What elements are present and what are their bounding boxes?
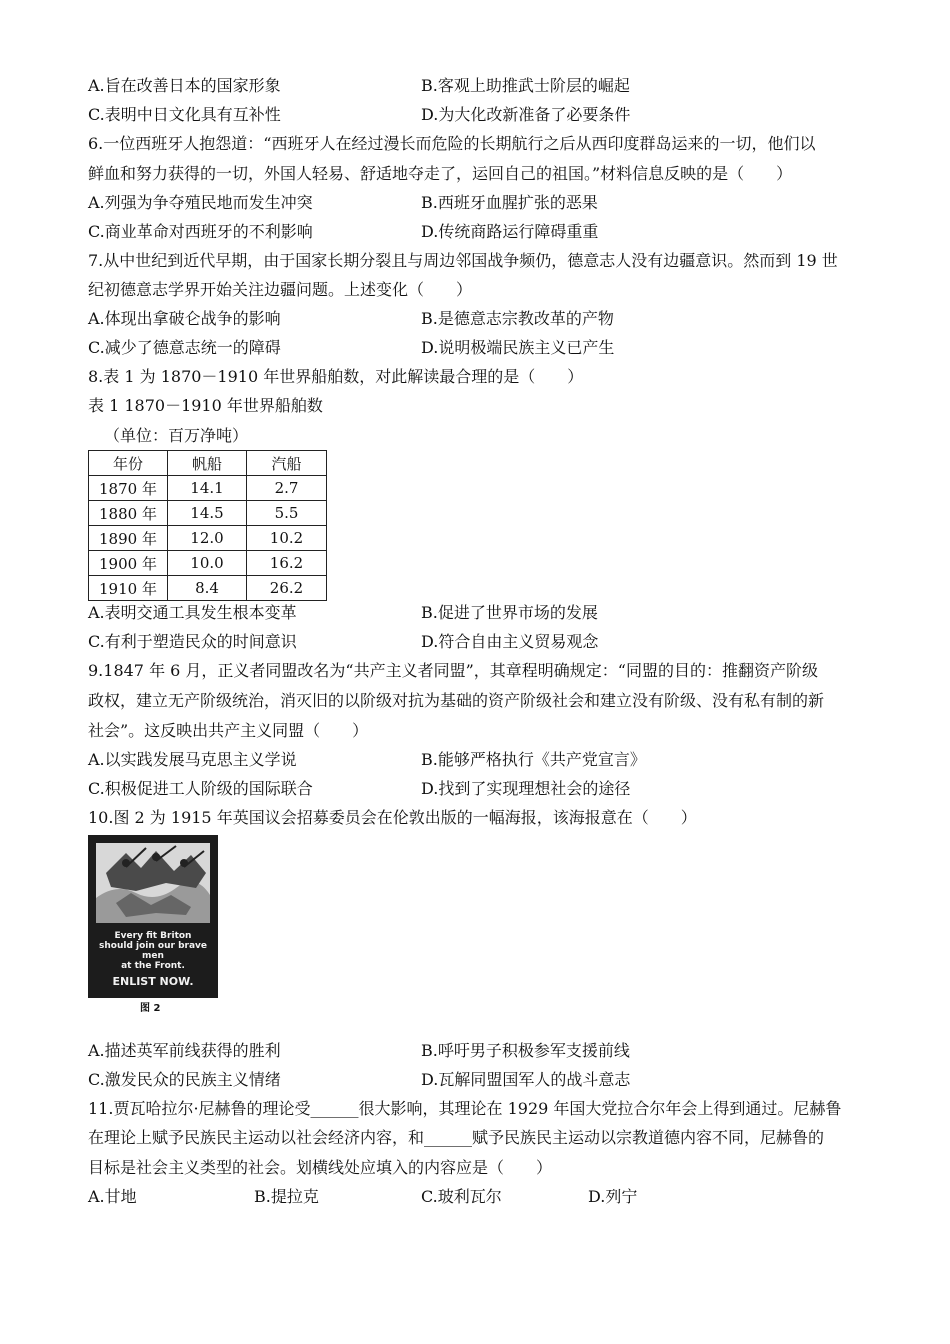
- table-row: [89, 526, 327, 551]
- q8-option-c: C.有利于塑造民众的时间意识: [88, 632, 297, 651]
- cell-year: 1870 年: [89, 476, 168, 501]
- q10-option-c: C.激发民众的民族主义情绪: [88, 1070, 281, 1089]
- cell-sailing: 14.5: [168, 501, 247, 526]
- table-header-row: [89, 451, 327, 476]
- q6-option-c: C.商业革命对西班牙的不利影响: [88, 222, 313, 241]
- cell-sailing: 12.0: [168, 526, 247, 551]
- q7-option-d: D.说明极端民族主义已产生: [421, 338, 615, 357]
- ship-table: [88, 450, 327, 601]
- q7-option-b: B.是德意志宗教改革的产物: [421, 309, 614, 328]
- q6-option-a: A.列强为争夺殖民地而发生冲突: [88, 193, 313, 212]
- cell-steam: 2.7: [247, 476, 327, 501]
- table-row: [89, 476, 327, 501]
- q11-option-a: A.甘地: [88, 1187, 137, 1206]
- q9-option-c: C.积极促进工人阶级的国际联合: [88, 779, 313, 798]
- q11-stem-line1: 11.贾瓦哈拉尔·尼赫鲁的理论受______很大影响，其理论在 1929 年国大党拉合尔年会上得到通过。尼赫鲁: [88, 1099, 842, 1118]
- cell-year: 1910 年: [89, 576, 168, 601]
- table-title: 表 1 1870－1910 年世界船舶数: [88, 396, 323, 415]
- q9-stem-line1: 9.1847 年 6 月，正义者同盟改名为“共产主义者同盟”，其章程明确规定：“同盟的目的：推翻资产阶级: [88, 661, 818, 680]
- q5-option-d: D.为大化改新准备了必要条件: [421, 105, 631, 124]
- q5-option-b: B.客观上助推武士阶层的崛起: [421, 76, 630, 95]
- cell-sailing: 14.1: [168, 476, 247, 501]
- q10-option-b: B.呼吁男子积极参军支援前线: [421, 1041, 630, 1060]
- q9-option-a: A.以实践发展马克思主义学说: [88, 750, 297, 769]
- poster-slogan-line2: should join our brave men: [99, 941, 207, 961]
- q9-stem-line2: 政权，建立无产阶级统治，消灭旧的以阶级对抗为基础的资产阶级社会和建立没有阶级、没有私有制的新: [88, 691, 825, 710]
- cell-steam: 16.2: [247, 551, 327, 576]
- q6-stem-line2: 鲜血和努力获得的一切，外国人轻易、舒适地夺走了，运回自己的祖国。”材料信息反映的是（ ）: [88, 164, 793, 183]
- q10-option-a: A.描述英军前线获得的胜利: [88, 1041, 281, 1060]
- q7-option-a: A.体现出拿破仑战争的影响: [88, 309, 281, 328]
- cell-sailing: 10.0: [168, 551, 247, 576]
- q8-option-d: D.符合自由主义贸易观念: [421, 632, 599, 651]
- q9-option-d: D.找到了实现理想社会的途径: [421, 779, 631, 798]
- cell-sailing: 8.4: [168, 576, 247, 601]
- poster-slogan-line1: Every fit Briton: [114, 931, 192, 941]
- cell-year: 1900 年: [89, 551, 168, 576]
- q10-stem: 10.图 2 为 1915 年英国议会招募委员会在伦敦出版的一幅海报，该海报意在（ ）: [88, 808, 697, 827]
- header-steamship: 汽船: [247, 451, 327, 476]
- poster-enlist-text: ENLIST NOW.: [112, 975, 194, 988]
- q8-option-b: B.促进了世界市场的发展: [421, 603, 598, 622]
- q11-option-c: C.玻利瓦尔: [421, 1187, 502, 1206]
- q11-option-b: B.提拉克: [254, 1187, 319, 1206]
- q9-option-b: B.能够严格执行《共产党宣言》: [421, 750, 646, 769]
- header-sailing-ship: 帆船: [168, 451, 247, 476]
- table-row: [89, 501, 327, 526]
- header-year: 年份: [89, 451, 168, 476]
- q6-option-b: B.西班牙血腥扩张的恶果: [421, 193, 598, 212]
- q7-stem-line2: 纪初德意志学界开始关注边疆问题。上述变化（ ）: [88, 280, 473, 299]
- q7-option-c: C.减少了德意志统一的障碍: [88, 338, 281, 357]
- q8-stem: 8.表 1 为 1870－1910 年世界船舶数，对此解读最合理的是（ ）: [88, 367, 584, 386]
- q7-stem-line1: 7.从中世纪到近代早期，由于国家长期分裂且与周边邻国战争频仍，德意志人没有边疆意识。然而到 19 世: [88, 251, 838, 270]
- q10-option-d: D.瓦解同盟国军人的战斗意志: [421, 1070, 631, 1089]
- q6-option-d: D.传统商路运行障碍重重: [421, 222, 599, 241]
- table-row: [89, 576, 327, 601]
- q5-option-c: C.表明中日文化具有互补性: [88, 105, 281, 124]
- table-row: [89, 551, 327, 576]
- cell-steam: 26.2: [247, 576, 327, 601]
- cell-steam: 10.2: [247, 526, 327, 551]
- cell-year: 1880 年: [89, 501, 168, 526]
- q11-option-d: D.列宁: [588, 1187, 638, 1206]
- recruitment-poster: [88, 835, 218, 998]
- q11-stem-line2: 在理论上赋予民族民主运动以社会经济内容，和______赋予民族民主运动以宗教道德内容不同，尼赫鲁的: [88, 1128, 825, 1147]
- poster-slogan-line3: at the Front.: [121, 961, 185, 971]
- q9-stem-line3: 社会”。这反映出共产主义同盟（ ）: [88, 721, 369, 740]
- q8-option-a: A.表明交通工具发生根本变革: [88, 603, 297, 622]
- q6-stem-line1: 6.一位西班牙人抱怨道：“西班牙人在经过漫长而危险的长期航行之后从西印度群岛运来的一切，他们以: [88, 134, 816, 153]
- q5-option-a: A.旨在改善日本的国家形象: [88, 76, 281, 95]
- soldiers-illustration-icon: [96, 843, 210, 923]
- q11-stem-line3: 目标是社会主义类型的社会。划横线处应填入的内容应是（ ）: [88, 1158, 553, 1177]
- table-unit: （单位：百万净吨）: [104, 426, 249, 445]
- figure-caption: 图 2: [140, 1003, 161, 1014]
- poster-slogan: [88, 931, 218, 971]
- cell-steam: 5.5: [247, 501, 327, 526]
- cell-year: 1890 年: [89, 526, 168, 551]
